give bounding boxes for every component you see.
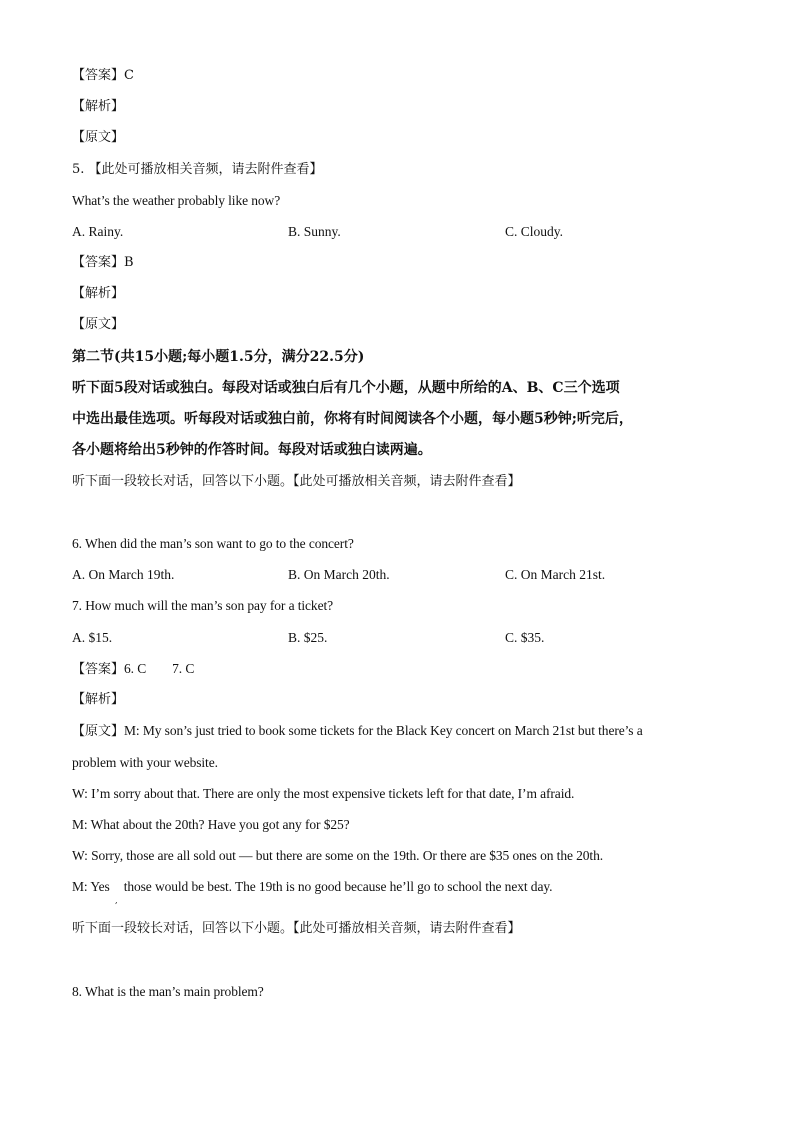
q4-analysis: 【解析】 [72,99,125,114]
section-title: 第二节(共15小题;每小题1.5分，满分22.5分) [72,349,365,365]
transcript-line-5-start: M: Yes [72,879,110,894]
q5-header: 5. 【此处可播放相关音频，请去附件查看】 [72,162,323,177]
transcript-label: 【原文】 [72,724,125,739]
transcript-line-3: M: What about the 20th? Have you got any for $25? [72,817,350,832]
dialogue-2-intro: 听下面一段较长对话，回答以下小题。【此处可播放相关音频，请去附件查看】 [72,921,521,936]
q6-q7-analysis: 【解析】 [72,692,125,707]
q5-option-a: A. Rainy. [72,224,124,239]
section-instructions-line-1: 听下面5段对话或独白。每段对话或独白后有几个小题，从题中所给的A、B、C三个选项 [72,380,620,396]
q6-q7-answers [72,660,194,679]
answer-7: 7. C [172,661,195,676]
stray-comma-mark: , [115,896,118,905]
q5-transcript: 【原文】 [72,317,125,332]
q5-analysis: 【解析】 [72,286,125,301]
q6-option-a: A. On March 19th. [72,567,175,582]
dialogue-1-intro: 听下面一段较长对话，回答以下小题。【此处可播放相关音频，请去附件查看】 [72,474,521,489]
answer-label: 【答案】 [72,662,125,677]
transcript-line-5 [72,878,552,896]
q4-transcript: 【原文】 [72,130,125,145]
transcript-line-1 [72,722,643,741]
q7-option-c: C. $35. [505,630,545,645]
section-instructions-line-3: 各小题将给出5秒钟的作答时间。每段对话或独白读两遍。 [72,442,432,458]
transcript-line-5-rest: those would be best. The 19th is no good because he’ll go to school the next day. [123,879,553,894]
q5-answer: 【答案】B [72,255,134,270]
q6-option-b: B. On March 20th. [288,567,390,582]
q6-option-c: C. On March 21st. [505,567,606,582]
transcript-line-1-cont: problem with your website. [72,755,218,770]
section-instructions-line-2: 中选出最佳选项。听每段对话或独白前，你将有时间阅读各个小题，每小题5秒钟;听完后， [72,411,633,427]
q7-option-b: B. $25. [288,630,328,645]
answer-6: 6. C [124,661,147,676]
q8-question: 8. What is the man’s main problem? [72,984,264,999]
q5-question: What’s the weather probably like now? [72,193,281,208]
q5-option-b: B. Sunny. [288,224,341,239]
transcript-text-1: M: My son’s just tried to book some tickets for the Black Key concert on March 21st but there’s a [124,723,643,738]
q6-question: 6. When did the man’s son want to go to the concert? [72,536,354,551]
q4-answer: 【答案】C [72,68,134,83]
transcript-line-4: W: Sorry, those are all sold out — but there are some on the 19th. Or there are $35 ones on the 20th. [72,848,604,863]
q5-option-c: C. Cloudy. [505,224,564,239]
q7-option-a: A. $15. [72,630,113,645]
transcript-line-2: W: I’m sorry about that. There are only the most expensive tickets left for that date, I’m afraid. [72,786,575,801]
q7-question: 7. How much will the man’s son pay for a ticket? [72,598,334,613]
